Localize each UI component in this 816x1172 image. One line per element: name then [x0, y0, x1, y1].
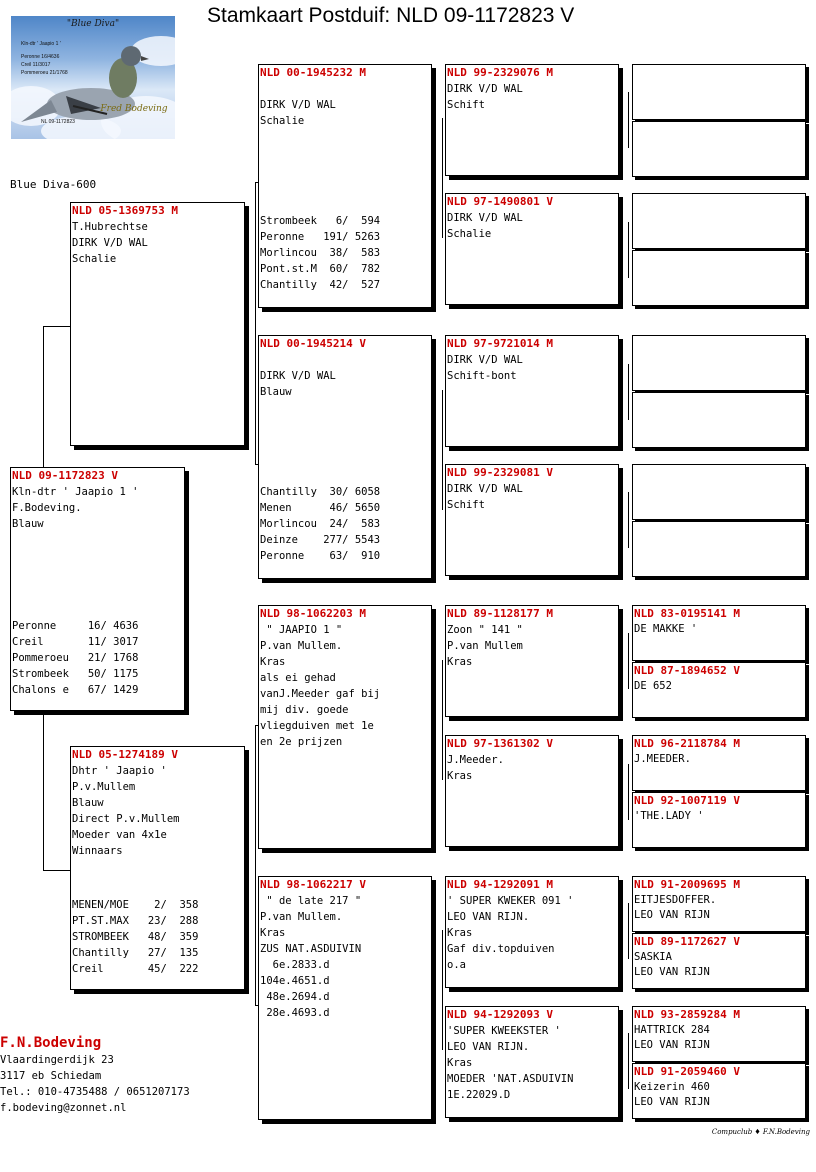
- ring-number: NLD 94-1292091 M: [447, 878, 553, 891]
- info-line: LEO VAN RIJN: [634, 966, 710, 978]
- info-line: " JAAPIO 1 ": [260, 624, 343, 636]
- ring-number: NLD 98-1062203 M: [260, 607, 366, 620]
- info-line: 'THE.LADY ': [634, 810, 704, 822]
- info-line: T.Hubrechtse: [72, 221, 148, 233]
- info-line: Schift-bont: [447, 370, 517, 382]
- info-line: HATTRICK 284: [634, 1024, 710, 1036]
- pedigree-gggp-empty[interactable]: [632, 335, 806, 391]
- info-line: Zoon " 141 ": [447, 624, 523, 636]
- nickname: Blue Diva-600: [10, 178, 97, 191]
- pedigree-ggp[interactable]: [445, 64, 619, 176]
- pedigree-father[interactable]: [70, 202, 245, 446]
- race-result: Pont.st.M 60/ 782: [260, 263, 381, 275]
- info-line: LEO VAN RIJN: [634, 909, 710, 921]
- ring-number: NLD 91-2059460 V: [634, 1065, 740, 1078]
- connector-line: [255, 182, 256, 464]
- info-line: Gaf div.topduiven: [447, 943, 555, 955]
- pedigree-mf[interactable]: [258, 605, 432, 849]
- ring-number: NLD 93-2859284 M: [634, 1008, 740, 1021]
- info-line: Kras: [260, 656, 286, 668]
- breeder-city: 3117 eb Schiedam: [0, 1070, 102, 1082]
- info-line: DIRK V/D WAL: [447, 83, 523, 95]
- info-line: DIRK V/D WAL: [72, 237, 148, 249]
- info-line: P.van Mullem: [447, 640, 523, 652]
- pedigree-ggp[interactable]: [445, 876, 619, 988]
- breeder-phone: Tel.: 010-4735488 / 0651207173: [0, 1086, 190, 1098]
- breeder-address: Vlaardingerdijk 23: [0, 1054, 114, 1066]
- ring-number: NLD 05-1274189 V: [72, 748, 178, 761]
- info-line: Blauw: [12, 518, 44, 530]
- breeder-info: [0, 1034, 190, 1116]
- breeder-name: F.N.Bodeving: [0, 1035, 102, 1051]
- race-result: Chantilly 30/ 6058: [260, 486, 381, 498]
- ring-number: NLD 83-0195141 M: [634, 607, 740, 620]
- ring-number: NLD 91-2009695 M: [634, 878, 740, 891]
- connector-line: [43, 326, 71, 327]
- info-line: P.v.Mullem: [72, 781, 136, 793]
- info-line: J.Meeder.: [447, 754, 504, 766]
- connector-line: [628, 903, 629, 959]
- info-line: Schift: [447, 99, 485, 111]
- ring-number: NLD 00-1945214 V: [260, 337, 366, 350]
- ring-number: NLD 87-1894652 V: [634, 664, 740, 677]
- pedigree-fm[interactable]: [258, 335, 432, 579]
- race-result: STROMBEEK 48/ 359: [72, 931, 199, 943]
- info-line: P.van Mullem.: [260, 911, 343, 923]
- info-line: J.MEEDER.: [634, 753, 691, 765]
- ring-number: NLD 00-1945232 M: [260, 66, 366, 79]
- race-result: Morlincou 38/ 583: [260, 247, 381, 259]
- pedigree-mother[interactable]: [70, 746, 245, 990]
- pedigree-ggp[interactable]: [445, 335, 619, 447]
- pigeon-icon: [11, 16, 175, 139]
- photo-line: Peronne 16/4636: [21, 54, 60, 60]
- connector-line: [628, 222, 629, 278]
- pedigree-gggp-empty[interactable]: [632, 193, 806, 249]
- info-line: 'SUPER KWEEKSTER ': [447, 1025, 561, 1037]
- race-result: Peronne 191/ 5263: [260, 231, 381, 243]
- info-line: mij div. goede: [260, 704, 349, 716]
- connector-line: [43, 870, 71, 871]
- info-line: en 2e prijzen: [260, 736, 343, 748]
- pedigree-subject[interactable]: [10, 467, 185, 711]
- info-line: o.a: [447, 959, 466, 971]
- info-line: EITJESDOFFER.: [634, 894, 717, 906]
- pedigree-ggp[interactable]: [445, 735, 619, 847]
- pedigree-gggp-empty[interactable]: [632, 464, 806, 520]
- info-line: Schalie: [260, 115, 305, 127]
- info-line: Dhtr ' Jaapio ': [72, 765, 167, 777]
- connector-line: [43, 326, 44, 469]
- ring-number: NLD 94-1292093 V: [447, 1008, 553, 1021]
- info-line: 48e.2694.d: [260, 991, 330, 1003]
- pedigree-gggp-empty[interactable]: [632, 121, 806, 177]
- connector-line: [442, 390, 443, 510]
- ring-number: NLD 97-9721014 M: [447, 337, 553, 350]
- pedigree-mm[interactable]: [258, 876, 432, 1120]
- info-line: 1E.22029.D: [447, 1089, 511, 1101]
- info-line: DIRK V/D WAL: [447, 212, 523, 224]
- connector-line: [628, 492, 629, 548]
- connector-line: [442, 660, 443, 780]
- race-result: Menen 46/ 5650: [260, 502, 381, 514]
- race-result: Chalons e 67/ 1429: [12, 684, 139, 696]
- info-line: 104e.4651.d: [260, 975, 330, 987]
- info-line: MOEDER 'NAT.ASDUIVIN: [447, 1073, 574, 1085]
- info-line: 28e.4693.d: [260, 1007, 330, 1019]
- pedigree-gggp[interactable]: [632, 735, 806, 791]
- race-result: Strombeek 50/ 1175: [12, 668, 139, 680]
- info-line: LEO VAN RIJN.: [447, 1041, 530, 1053]
- info-line: LEO VAN RIJN: [634, 1096, 710, 1108]
- race-result: Creil 11/ 3017: [12, 636, 139, 648]
- info-line: Moeder van 4x1e: [72, 829, 167, 841]
- race-result: Peronne 16/ 4636: [12, 620, 139, 632]
- info-line: Schalie: [447, 228, 492, 240]
- ring-number: NLD 96-2118784 M: [634, 737, 740, 750]
- info-line: DIRK V/D WAL: [260, 99, 336, 111]
- ring-number: NLD 92-1007119 V: [634, 794, 740, 807]
- race-result: Strombeek 6/ 594: [260, 215, 381, 227]
- breeder-email[interactable]: f.bodeving@zonnet.nl: [0, 1102, 127, 1114]
- info-line: P.van Mullem.: [260, 640, 343, 652]
- pedigree-gggp[interactable]: [632, 1063, 806, 1119]
- pedigree-ggp[interactable]: [445, 464, 619, 576]
- info-line: Kras: [447, 770, 473, 782]
- connector-line: [628, 764, 629, 820]
- info-line: DIRK V/D WAL: [447, 354, 523, 366]
- connector-line: [255, 725, 256, 1005]
- ring-number: NLD 98-1062217 V: [260, 878, 366, 891]
- info-line: DE 652: [634, 680, 672, 692]
- info-line: 6e.2833.d: [260, 959, 330, 971]
- race-result: Chantilly 42/ 527: [260, 279, 381, 291]
- info-line: vliegduiven met 1e: [260, 720, 374, 732]
- pedigree-ggp[interactable]: [445, 193, 619, 305]
- photo-brand: Fred Bodeving: [100, 104, 168, 114]
- ring-number: NLD 89-1172627 V: [634, 935, 740, 948]
- info-line: Blauw: [72, 797, 104, 809]
- pedigree-gggp-empty[interactable]: [632, 64, 806, 120]
- info-line: Kras: [447, 656, 473, 668]
- pedigree-gggp[interactable]: [632, 605, 806, 661]
- info-line: Kras: [447, 1057, 473, 1069]
- pedigree-gggp[interactable]: [632, 1006, 806, 1062]
- info-line: ' SUPER KWEKER 091 ': [447, 895, 574, 907]
- ring-number: NLD 97-1490801 V: [447, 195, 553, 208]
- page-title: Stamkaart Postduif: NLD 09-1172823 V: [207, 4, 575, 27]
- race-result: MENEN/MOE 2/ 358: [72, 899, 199, 911]
- info-line: SASKIA: [634, 951, 672, 963]
- info-line: Direct P.v.Mullem: [72, 813, 180, 825]
- info-line: Kln-dtr ' Jaapio 1 ': [12, 486, 139, 498]
- info-line: LEO VAN RIJN: [634, 1039, 710, 1051]
- photo-title: "Blue Diva": [66, 19, 120, 29]
- info-line: als ei gehad: [260, 672, 336, 684]
- info-line: Schift: [447, 499, 485, 511]
- ring-number: NLD 99-2329081 V: [447, 466, 553, 479]
- race-result: Creil 45/ 222: [72, 963, 199, 975]
- pedigree-ggp[interactable]: [445, 605, 619, 717]
- photo-ring: NL 09-1172823: [41, 119, 75, 125]
- pedigree-ggp[interactable]: [445, 1006, 619, 1118]
- photo-line: Pommeroeu 21/1768: [21, 70, 68, 76]
- info-line: vanJ.Meeder gaf bij: [260, 688, 381, 700]
- photo-line: Kln-dtr ' Jaapio 1 ': [21, 41, 61, 47]
- connector-line: [628, 364, 629, 420]
- pigeon-photo: [11, 16, 175, 139]
- info-line: Kras: [260, 927, 286, 939]
- pedigree-gggp[interactable]: [632, 792, 806, 848]
- race-result: Deinze 277/ 5543: [260, 534, 381, 546]
- info-line: ZUS NAT.ASDUIVIN: [260, 943, 362, 955]
- pedigree-gggp-empty[interactable]: [632, 250, 806, 306]
- info-line: DE MAKKE ': [634, 623, 698, 635]
- info-line: Schalie: [72, 253, 117, 265]
- connector-line: [43, 712, 44, 870]
- info-line: Keizerin 460: [634, 1081, 710, 1093]
- race-result: Pommeroeu 21/ 1768: [12, 652, 139, 664]
- race-result: Morlincou 24/ 583: [260, 518, 381, 530]
- race-result: Chantilly 27/ 135: [72, 947, 199, 959]
- race-result: PT.ST.MAX 23/ 288: [72, 915, 199, 927]
- ring-number: NLD 05-1369753 M: [72, 204, 178, 217]
- ring-number: NLD 09-1172823 V: [12, 469, 118, 482]
- info-line: " de late 217 ": [260, 895, 362, 907]
- info-line: F.Bodeving.: [12, 502, 82, 514]
- info-line: Kras: [447, 927, 473, 939]
- pedigree-gggp-empty[interactable]: [632, 521, 806, 577]
- race-result: Peronne 63/ 910: [260, 550, 381, 562]
- pedigree-ff[interactable]: [258, 64, 432, 308]
- ring-number: NLD 99-2329076 M: [447, 66, 553, 79]
- connector-line: [628, 1033, 629, 1089]
- pedigree-gggp[interactable]: [632, 933, 806, 989]
- pedigree-gggp-empty[interactable]: [632, 392, 806, 448]
- info-line: LEO VAN RIJN.: [447, 911, 530, 923]
- info-line: DIRK V/D WAL: [447, 483, 523, 495]
- connector-line: [442, 118, 443, 238]
- info-line: Blauw: [260, 386, 292, 398]
- ring-number: NLD 89-1128177 M: [447, 607, 553, 620]
- pedigree-gggp[interactable]: [632, 662, 806, 718]
- pedigree-gggp[interactable]: [632, 876, 806, 932]
- photo-line: Creil 11/3017: [21, 62, 51, 68]
- footer-credit: Compuclub ♦ F.N.Bodeving: [711, 1128, 810, 1136]
- connector-line: [442, 930, 443, 1050]
- ring-number: NLD 97-1361302 V: [447, 737, 553, 750]
- info-line: Winnaars: [72, 845, 123, 857]
- connector-line: [628, 633, 629, 689]
- info-line: DIRK V/D WAL: [260, 370, 336, 382]
- connector-line: [628, 92, 629, 148]
